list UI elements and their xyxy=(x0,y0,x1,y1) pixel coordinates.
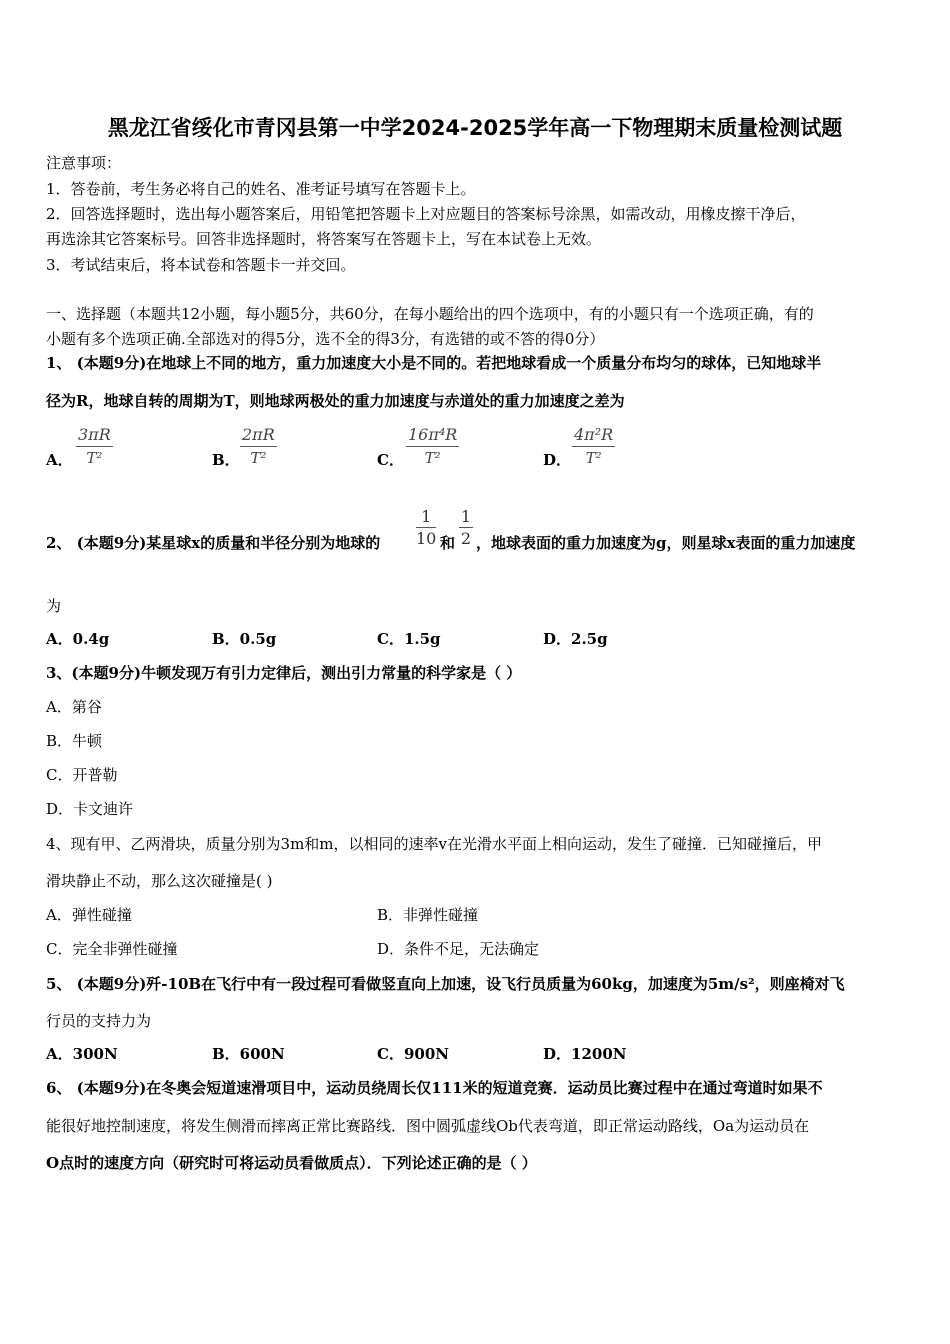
section-heading: 一、选择题（本题共12小题，每小题5分，共60分，在每小题给出的四个选项中，有的小题只有一个选项正确，有的 xyxy=(46,305,814,323)
q6-stem-end: O点时的速度方向（研究时可将运动员看做质点）．下列论述正确的是（ ） xyxy=(46,1154,537,1172)
notice-heading: 注意事项： xyxy=(46,154,122,172)
notice-item-3: 3．考试结束后，将本试卷和答题卡一并交回。 xyxy=(46,256,356,274)
notice-item-2: 2．回答选择题时，选出每小题答案后，用铅笔把答题卡上对应题目的答案标号涂黑，如需改动，用橡皮擦干净后， xyxy=(46,205,806,223)
q2-option-b: B．0.5g xyxy=(212,630,277,648)
q3-option-b: B．牛顿 xyxy=(46,732,103,750)
q1-option-d-label: D． xyxy=(543,451,572,469)
q2-stem: 2、 (本题9分)某星球x的质量和半径分别为地球的 xyxy=(46,534,381,552)
q1-stem-cont: 径为R，地球自转的周期为T，则地球两极处的重力加速度与赤道处的重力加速度之差为 xyxy=(46,392,625,410)
q3-option-c: C．开普勒 xyxy=(46,766,118,784)
q4-option-a: A．弹性碰撞 xyxy=(46,906,132,924)
q6-stem-cont: 能很好地控制速度，将发生侧滑而摔离正常比赛路线．图中圆弧虚线Ob代表弯道，即正常运动路线，Oa为运动员在 xyxy=(46,1117,810,1135)
q2-fraction-radius: 1 2 xyxy=(460,507,472,548)
q2-stem-end: 为 xyxy=(46,597,62,615)
q1-option-b-label: B． xyxy=(212,451,240,469)
section-heading-cont: 小题有多个选项正确.全部选对的得5分，选不全的得3分，有选错的或不答的得0分） xyxy=(46,330,605,348)
q1-option-b-formula: 2πR T² xyxy=(242,425,275,467)
q2-option-c: C．1.5g xyxy=(377,630,441,648)
q1-option-a-label: A． xyxy=(46,451,73,469)
notice-item-2-cont: 再选涂其它答案标号。回答非选择题时，将答案写在答题卡上，写在本试卷上无效。 xyxy=(46,230,602,248)
q2-fraction-mass: 1 10 xyxy=(416,507,437,548)
q1-stem: 1、 (本题9分)在地球上不同的地方，重力加速度大小是不同的。若把地球看成一个质量分布均匀的球体，已知地球半 xyxy=(46,354,822,372)
page-title: 黑龙江省绥化市青冈县第一中学2024-2025学年高一下物理期末质量检测试题 xyxy=(107,116,843,140)
q1-option-c-label: C． xyxy=(377,451,404,469)
q5-option-b: B．600N xyxy=(212,1045,285,1063)
q3-option-d: D．卡文迪许 xyxy=(46,800,134,818)
q4-option-d: D．条件不足，无法确定 xyxy=(377,940,540,958)
q3-option-a: A．第谷 xyxy=(46,698,102,716)
q4-stem: 4、现有甲、乙两滑块，质量分别为3m和m，以相同的速率v在光滑水平面上相向运动，发生了碰撞．已知碰撞后，甲 xyxy=(46,835,823,853)
q6-stem: 6、 (本题9分)在冬奥会短道速滑项目中，运动员绕周长仅111米的短道竞赛．运动员比赛过程中在通过弯道时如果不 xyxy=(46,1079,823,1097)
q3-stem: 3、(本题9分)牛顿发现万有引力定律后，测出引力常量的科学家是（ ） xyxy=(46,664,522,682)
q4-option-b: B．非弹性碰撞 xyxy=(377,906,479,924)
notice-item-1: 1．答卷前，考生务必将自己的姓名、准考证号填写在答题卡上。 xyxy=(46,180,476,198)
q1-option-c-formula: 16π⁴R T² xyxy=(408,425,458,467)
q5-option-c: C．900N xyxy=(377,1045,449,1063)
q1-option-d-formula: 4π²R T² xyxy=(574,425,614,467)
q1-option-a-formula: 3πR T² xyxy=(78,425,111,467)
q4-stem-cont: 滑块静止不动，那么这次碰撞是( ) xyxy=(46,872,273,890)
q5-stem: 5、 (本题9分)歼-10B在飞行中有一段过程可看做竖直向上加速，设飞行员质量为60kg，加速度为5m/s²，则座椅对飞 xyxy=(46,975,845,993)
q2-option-a: A．0.4g xyxy=(46,630,110,648)
q5-option-a: A．300N xyxy=(46,1045,118,1063)
q2-and: 和 xyxy=(440,534,456,552)
q2-stem-cont: ，地球表面的重力加速度为g，则星球x表面的重力加速度 xyxy=(476,534,856,552)
q5-stem-cont: 行员的支持力为 xyxy=(46,1012,152,1030)
q4-option-c: C．完全非弹性碰撞 xyxy=(46,940,178,958)
q5-option-d: D．1200N xyxy=(543,1045,627,1063)
q2-option-d: D．2.5g xyxy=(543,630,608,648)
